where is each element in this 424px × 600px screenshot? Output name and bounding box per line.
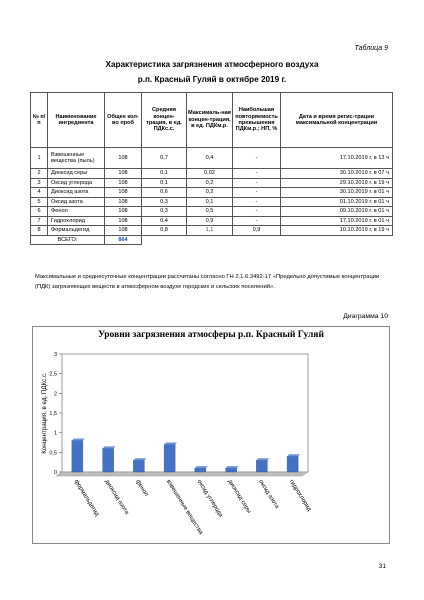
y-axis-label: Концентрация, в ед. ПДКс.с. bbox=[41, 372, 48, 454]
table-cell: 09.10.2019 г. в 01 ч bbox=[281, 207, 393, 217]
bar bbox=[103, 448, 114, 472]
category-label: фенол bbox=[134, 478, 149, 498]
table-cell: 108 bbox=[105, 207, 142, 217]
table-row bbox=[31, 197, 393, 207]
bar-top bbox=[103, 446, 116, 448]
total-label: ВСЕГО: bbox=[31, 235, 105, 245]
table-cell: 1 bbox=[31, 148, 48, 169]
table-cell: 108 bbox=[105, 197, 142, 207]
bar-top bbox=[256, 458, 269, 460]
bar-top bbox=[195, 466, 208, 468]
table-cell: 10.10.2019 г. в 19 ч bbox=[281, 226, 393, 236]
table-cell: Взвешенные вещества (пыль) bbox=[48, 148, 105, 169]
table-cell: 0,3 bbox=[142, 197, 187, 207]
table-cell: 0,9 bbox=[233, 226, 281, 236]
table-cell: 0,1 bbox=[142, 178, 187, 188]
table-row bbox=[31, 178, 393, 188]
table-label: Таблица 9 bbox=[354, 45, 388, 52]
table-total-row bbox=[31, 235, 393, 245]
bar-top bbox=[164, 442, 177, 444]
table-cell: Оксид углерода bbox=[48, 178, 105, 188]
table-cell: 0,1 bbox=[187, 197, 233, 207]
table-cell: 108 bbox=[105, 188, 142, 198]
table-cell: - bbox=[233, 207, 281, 217]
bar bbox=[164, 444, 175, 472]
table-cell: 30.10.2019 г. в 01 ч bbox=[281, 188, 393, 198]
column-header: № п/п bbox=[31, 93, 48, 148]
table-cell: - bbox=[233, 178, 281, 188]
table-row bbox=[31, 188, 393, 198]
bar bbox=[195, 468, 206, 472]
column-header: Наибольшая повторяемость превышения ПДКм.р.; НП, % bbox=[233, 93, 281, 148]
table-cell: 108 bbox=[105, 178, 142, 188]
table-cell: 0,8 bbox=[142, 226, 187, 236]
diagram-label: Диаграмма 10 bbox=[343, 313, 388, 320]
table-cell: 3 bbox=[31, 178, 48, 188]
table-cell: 108 bbox=[105, 216, 142, 226]
pollution-table bbox=[30, 92, 393, 245]
page-number: 31 bbox=[378, 563, 386, 570]
table-row bbox=[31, 216, 393, 226]
table-row bbox=[31, 169, 393, 179]
table-cell: 0,2 bbox=[187, 188, 233, 198]
table-header-row bbox=[31, 93, 393, 148]
table-cell: 108 bbox=[105, 148, 142, 169]
y-tick-label: 1,5 bbox=[49, 411, 57, 417]
table-cell: 108 bbox=[105, 226, 142, 236]
column-header: Общее кол-во проб bbox=[105, 93, 142, 148]
table-cell: 4 bbox=[31, 188, 48, 198]
footnote: Максимальные и среднесуточные концентрации рассчитаны согласно ГН 2.1.6.3492-17 «Предельно допустимые концентрации (ПДК) загрязняющих веществ в атмосферном воздухе городских и сельских поселений». bbox=[35, 274, 380, 290]
table-cell: - bbox=[233, 169, 281, 179]
table-cell: 0,5 bbox=[187, 207, 233, 217]
total-value: 864 bbox=[105, 235, 142, 245]
category-label: гидрохлорид bbox=[287, 478, 312, 513]
table-cell: 0,4 bbox=[187, 148, 233, 169]
table-cell: 6 bbox=[31, 207, 48, 217]
table-cell: 5 bbox=[31, 197, 48, 207]
chart-title: Уровни загрязнения атмосферы р.п. Красный Гуляй bbox=[98, 330, 324, 340]
bar bbox=[287, 456, 298, 472]
table-cell: Диоксид серы bbox=[48, 169, 105, 179]
column-header: Наименование ингредиента bbox=[48, 93, 105, 148]
table-cell: 8 bbox=[31, 226, 48, 236]
table-cell: 0,4 bbox=[142, 216, 187, 226]
table-cell: Фенол bbox=[48, 207, 105, 217]
table-cell: - bbox=[233, 148, 281, 169]
table-cell: Формальдегид bbox=[48, 226, 105, 236]
table-cell: 0,9 bbox=[187, 216, 233, 226]
category-label: оксид углерода bbox=[195, 478, 224, 519]
bar-top bbox=[72, 439, 85, 441]
table-cell: - bbox=[233, 216, 281, 226]
table-cell: Оксид азота bbox=[48, 197, 105, 207]
table-row bbox=[31, 226, 393, 236]
table-cell: 29.10.2019 г. в 19 ч bbox=[281, 178, 393, 188]
bar-chart bbox=[32, 326, 390, 544]
table-cell: 0,2 bbox=[187, 178, 233, 188]
y-tick-label: 1 bbox=[53, 430, 57, 437]
category-label: диоксид азота bbox=[103, 478, 130, 516]
table-cell: 0,7 bbox=[142, 148, 187, 169]
table-cell: 17.10.2019 г. в 01 ч bbox=[281, 216, 393, 226]
table-cell: 0,1 bbox=[142, 169, 187, 179]
bar bbox=[133, 460, 144, 472]
table-cell: 1,1 bbox=[187, 226, 233, 236]
table-cell: 0,02 bbox=[187, 169, 233, 179]
table-cell: 108 bbox=[105, 169, 142, 179]
y-tick-label: 0 bbox=[53, 470, 57, 476]
category-label: взвешенные вещества bbox=[164, 478, 204, 536]
table-cell: 7 bbox=[31, 216, 48, 226]
category-label: диоксид серы bbox=[226, 478, 252, 515]
bar bbox=[256, 460, 267, 472]
bar bbox=[226, 468, 237, 472]
table-cell: Диоксид азота bbox=[48, 188, 105, 198]
bar-top bbox=[287, 454, 300, 456]
bar bbox=[72, 441, 83, 472]
table-cell: 01.10.2019 г. в 01 ч bbox=[281, 197, 393, 207]
column-header: Максималь-ная концен-трация, в ед. ПДКм.р. bbox=[187, 93, 233, 148]
table-cell: 17.10.2019 г. в 13 ч bbox=[281, 148, 393, 169]
total-empty-cell bbox=[142, 235, 393, 245]
table-cell: 30.10.2019 г. в 07 ч bbox=[281, 169, 393, 179]
y-tick-label: 2 bbox=[53, 391, 57, 398]
table-row bbox=[31, 207, 393, 217]
y-tick-label: 2,5 bbox=[49, 371, 57, 378]
table-cell: Гидрохлорид bbox=[48, 216, 105, 226]
table-cell: 0,3 bbox=[142, 207, 187, 217]
bar-top bbox=[226, 466, 239, 468]
table-cell: - bbox=[233, 197, 281, 207]
bar-top bbox=[133, 458, 146, 460]
document-title-line-1: Характеристика загрязнения атмосферного воздуха bbox=[105, 60, 319, 69]
y-tick-label: 0,5 bbox=[49, 450, 57, 457]
column-header: Дата и время регис-трации максимальной концентрации bbox=[281, 93, 393, 148]
table-row bbox=[31, 148, 393, 169]
y-tick-label: 3 bbox=[53, 352, 57, 358]
category-label: оксид азота bbox=[257, 478, 280, 510]
chart-floor bbox=[53, 470, 308, 476]
table-cell: 2 bbox=[31, 169, 48, 179]
document-title bbox=[0, 57, 424, 87]
plot-area bbox=[62, 354, 308, 472]
table-cell: - bbox=[233, 188, 281, 198]
column-header: Средняя концен-трация, в ед. ПДКс.с. bbox=[142, 93, 187, 148]
table-cell: 0,6 bbox=[142, 188, 187, 198]
category-label: формальдегид bbox=[72, 478, 100, 518]
document-title-line-2: р.п. Красный Гуляй в октябре 2019 г. bbox=[137, 75, 287, 84]
